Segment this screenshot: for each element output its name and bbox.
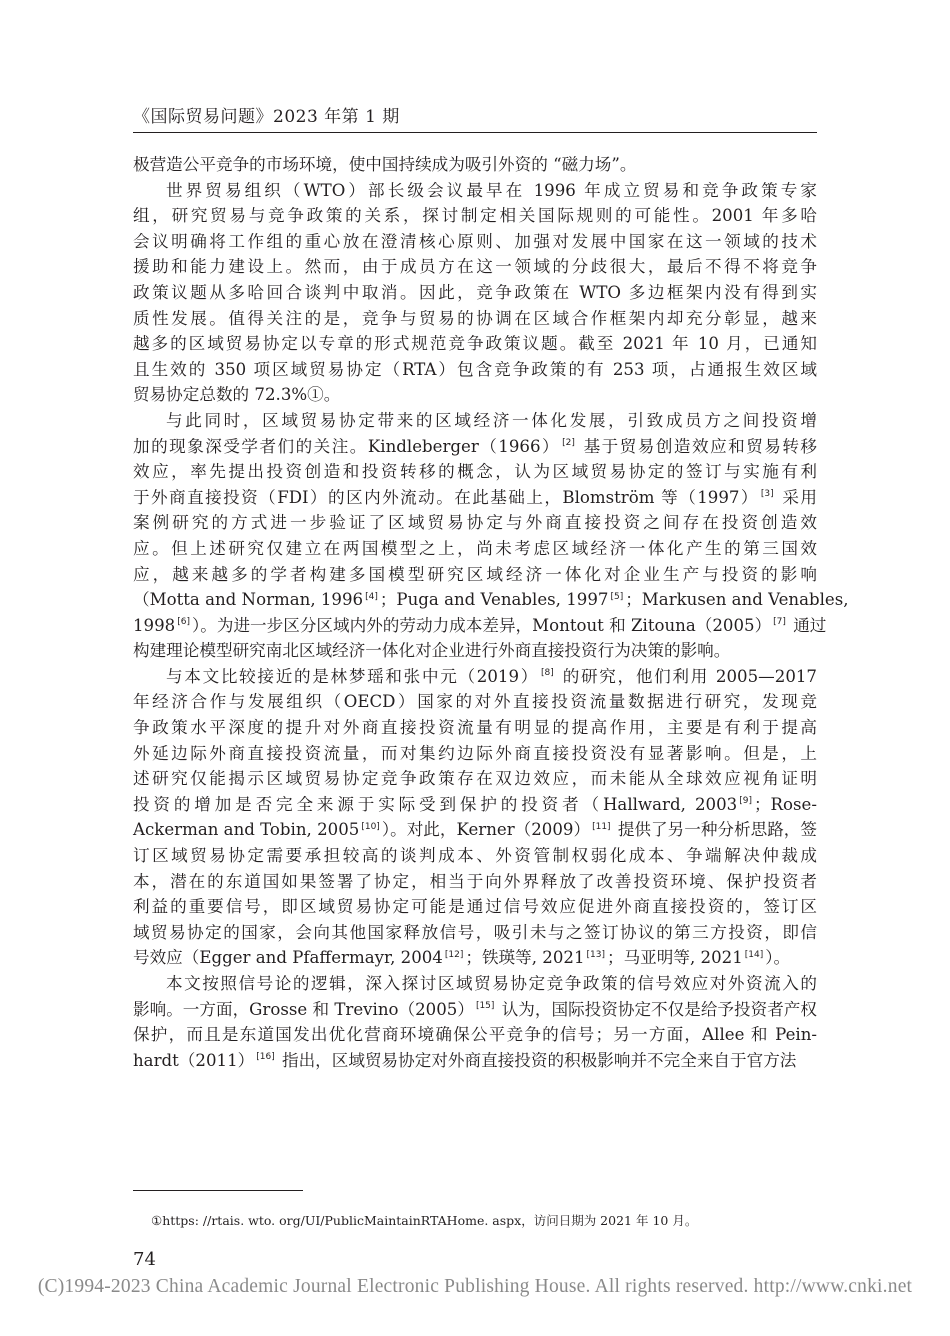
- paragraph-3-line-5: 案例研究的方式进一步验证了区域贸易协定与外商直接投资之间存在投资创造效: [133, 513, 817, 533]
- paragraph-3-line-10: 构建理论模型研究南北区域经济一体化对企业进行外商直接投资行为决策的影响。: [133, 641, 731, 661]
- paragraph-2-line-4: 援助和能力建设上。然而，由于成员方在这一领域的分歧很大，最后不得不将竞争: [133, 257, 817, 277]
- paragraph-2-line-8: 且生效的 350 项区域贸易协定（RTA）包含竞争政策的有 253 项，占通报生效区域: [133, 359, 817, 379]
- citation-ref: [13]: [586, 949, 605, 960]
- paragraph-4-line-1: 与本文比较接近的是林梦瑶和张中元（2019） [8] 的研究，他们利用 2005—2017: [166, 666, 817, 686]
- paragraph-3-line-4: 于外商直接投资（FDI）的区内外流动。在此基础上，Blomström 等（1997） [3] 采用: [133, 487, 817, 507]
- citation-ref: [11]: [592, 821, 611, 832]
- paragraph-5-line-3: 保护，而且是东道国发出优化营商环境确保公平竞争的信号；另一方面，Allee 和 Pein-: [133, 1025, 817, 1045]
- footnote: ①https: //rtais. wto. org/UI/PublicMaintainRTAHome. aspx，访问日期为 2021 年 10 月。: [151, 1213, 698, 1228]
- paragraph-5-line-1: 本文按照信号论的逻辑，深入探讨区域贸易协定竞争政策的信号效应对外资流入的: [166, 974, 817, 993]
- paragraph-4-line-9: 本，潜在的东道国如果签署了协定，相当于向外界释放了改善投资环境、保护投资者: [133, 871, 817, 891]
- paragraph-2-line-5: 政策议题从多哈回合谈判中取消。因此，竞争政策在 WTO 多边框架内没有得到实: [133, 282, 817, 302]
- header-divider: [133, 132, 817, 133]
- citation-ref: [4]: [365, 591, 378, 602]
- paragraph-3-line-3: 效应，率先提出投资创造和投资转移的概念，认为区域贸易协定的签订与实施有利: [133, 462, 817, 482]
- footnote-divider: [133, 1190, 303, 1191]
- page-number: 74: [133, 1249, 156, 1270]
- article-body: [133, 152, 849, 1073]
- citation-ref: [3]: [760, 489, 774, 500]
- copyright-watermark: (C)1994-2023 China Academic Journal Electronic Publishing House. All rights reserved. http://www.cnki.net: [37, 1276, 913, 1297]
- citation-ref: [2]: [562, 438, 575, 448]
- citation-ref: [7]: [773, 617, 786, 628]
- paragraph-3-line-8: （Motta and Norman, 1996 [4] ；Puga and Venables, 1997 [5] ；Markusen and Venables,: [133, 590, 849, 610]
- paragraph-2-line-6: 质性发展。值得关注的是，竞争与贸易的协调在区域合作框架内却充分彰显，越来: [133, 308, 817, 328]
- paragraph-2-line-2: 组，研究贸易与竞争政策的关系，探讨制定相关国际规则的可能性。2001 年多哈: [133, 206, 817, 226]
- citation-ref: [12]: [444, 949, 464, 960]
- paragraph-4-line-7: Ackerman and Tobin, 2005 [10] ）。对此，Kerner（2009） [11] 提供了另一种分析思路，签: [133, 820, 817, 840]
- paragraph-3-line-6: 应。但上述研究仅建立在两国模型之上，尚未考虑区域经济一体化产生的第三国效: [133, 538, 817, 558]
- paragraph-4-line-6: 投资的增加是否完全来源于实际受到保护的投资者（Hallward, 2003 [9] ；Rose-: [133, 794, 817, 814]
- paragraph-2-line-9: 贸易协定总数的 72.3%①。: [133, 385, 341, 405]
- citation-ref: [5]: [610, 591, 624, 602]
- paragraph-4-line-8: 订区域贸易协定需要承担较高的谈判成本、外资管制权弱化成本、争端解决仲裁成: [133, 846, 817, 866]
- citation-ref: [10]: [361, 821, 380, 832]
- citation-ref: [14]: [744, 949, 764, 960]
- paragraph-5-line-2: 影响。一方面，Grosse 和 Trevino（2005） [15] 认为，国际投资协定不仅是给予投资者产权: [133, 999, 817, 1019]
- paragraph-2-line-1: 世界贸易组织（WTO）部长级会议最早在 1996 年成立贸易和竞争政策专家: [166, 180, 817, 200]
- paragraph-3-line-1: 与此同时，区域贸易协定带来的区域经济一体化发展，引致成员方之间投资增: [166, 410, 817, 430]
- paragraph-4-line-10: 利益的重要信号，即区域贸易协定可能是通过信号效应促进外商直接投资的，签订区: [133, 897, 817, 917]
- citation-ref: [15]: [475, 1001, 495, 1012]
- citation-ref: [16]: [256, 1052, 275, 1063]
- paragraph-3-line-9: 1998 [6] ）。为进一步区分区域内外的劳动力成本差异，Montout 和 Zitouna（2005） [7] 通过: [133, 615, 827, 635]
- paragraph-3-line-2: 加的现象深受学者们的关注。Kindleberger（1966） [2] 基于贸易创造效应和贸易转移: [133, 436, 817, 456]
- paragraph-2-line-3: 会议明确将工作组的重心放在澄清核心原则、加强对发展中国家在这一领域的技术: [133, 231, 817, 251]
- paragraph-4-line-2: 年经济合作与发展组织（OECD）国家的对外直接投资流量数据进行研究，发现竞: [133, 692, 817, 712]
- paragraph-1-line-1: 极营造公平竞争的市场环境，使中国持续成为吸引外资的 “磁力场”。: [133, 155, 637, 174]
- citation-ref: [6]: [177, 617, 190, 628]
- paragraph-5-line-4: hardt（2011） [16] 指出，区域贸易协定对外商直接投资的积极影响并不完全来自于官方法: [133, 1050, 797, 1070]
- paragraph-4-line-12: 号效应（Egger and Pfaffermayr, 2004 [12] ；铁瑛等, 2021 [13] ；马亚明等, 2021 [14] ）。: [133, 948, 791, 968]
- citation-ref: [9]: [739, 796, 752, 807]
- paragraph-4-line-4: 外延边际外商直接投资流量，而对集约边际外商直接投资没有显著影响。但是，上: [133, 743, 817, 763]
- paragraph-4-line-5: 述研究仅能揭示区域贸易协定竞争政策存在双边效应，而未能从全球效应视角证明: [133, 769, 817, 789]
- paragraph-4-line-3: 争政策水平深度的提升对外商直接投资流量有明显的提高作用，主要是有利于提高: [133, 718, 817, 738]
- paragraph-2-line-7: 越多的区域贸易协定以专章的形式规范竞争政策议题。截至 2021 年 10 月，已通知: [133, 334, 817, 354]
- paragraph-3-line-7: 应，越来越多的学者构建多国模型研究区域经济一体化对企业生产与投资的影响: [133, 564, 817, 584]
- citation-ref: [8]: [541, 668, 554, 679]
- paragraph-4-line-11: 域贸易协定的国家，会向其他国家释放信号，吸引未与之签订协议的第三方投资，即信: [133, 922, 817, 942]
- running-header: 《国际贸易问题》2023 年第 1 期: [133, 107, 400, 127]
